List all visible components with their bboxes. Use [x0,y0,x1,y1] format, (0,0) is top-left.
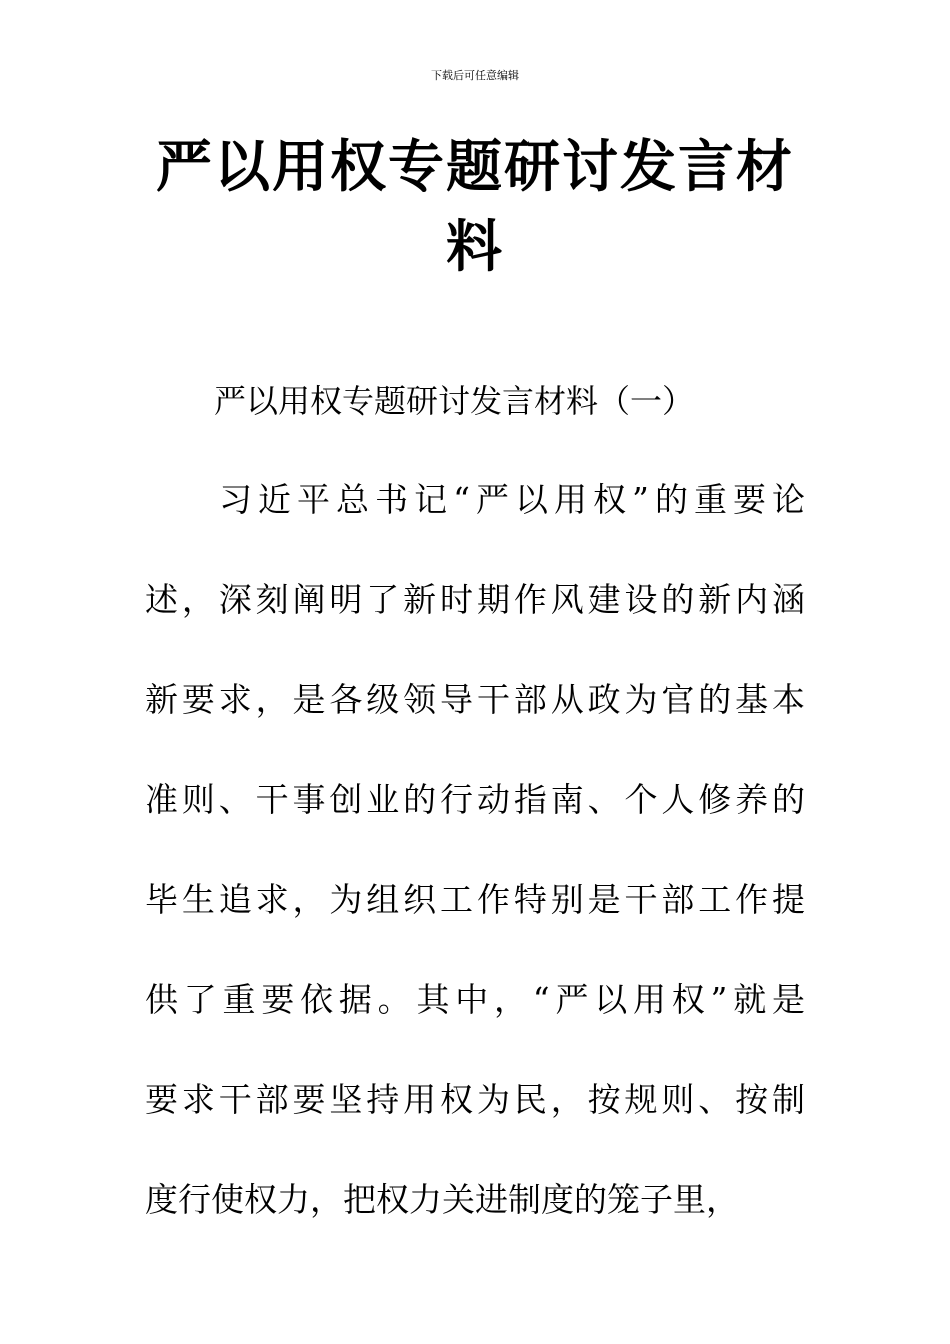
paragraph-line: 要求干部要坚持用权为民，按规则、按制 [145,1080,805,1119]
paragraph-line: 供了重要依据。其中，“严以用权”就是 [145,980,805,1019]
body-paragraph [145,477,805,1277]
document-title: 严以用权专题研讨发言材料 [156,135,794,280]
paragraph-line: 度行使权力，把权力关进制度的笼子里， [145,1180,739,1219]
paragraph-line: 述，深刻阐明了新时期作风建设的新内涵 [145,580,805,619]
paragraph-line: 习近平总书记“严以用权”的重要论 [219,480,805,519]
paragraph-line: 新要求，是各级领导干部从政为官的基本 [145,680,805,719]
header-note: 下载后可任意编辑 [431,69,519,82]
paragraph-line: 准则、干事创业的行动指南、个人修养的 [145,780,805,819]
section-title: 严以用权专题研讨发言材料（一） [214,382,695,420]
paragraph-line: 毕生追求，为组织工作特别是干部工作提 [145,880,805,919]
